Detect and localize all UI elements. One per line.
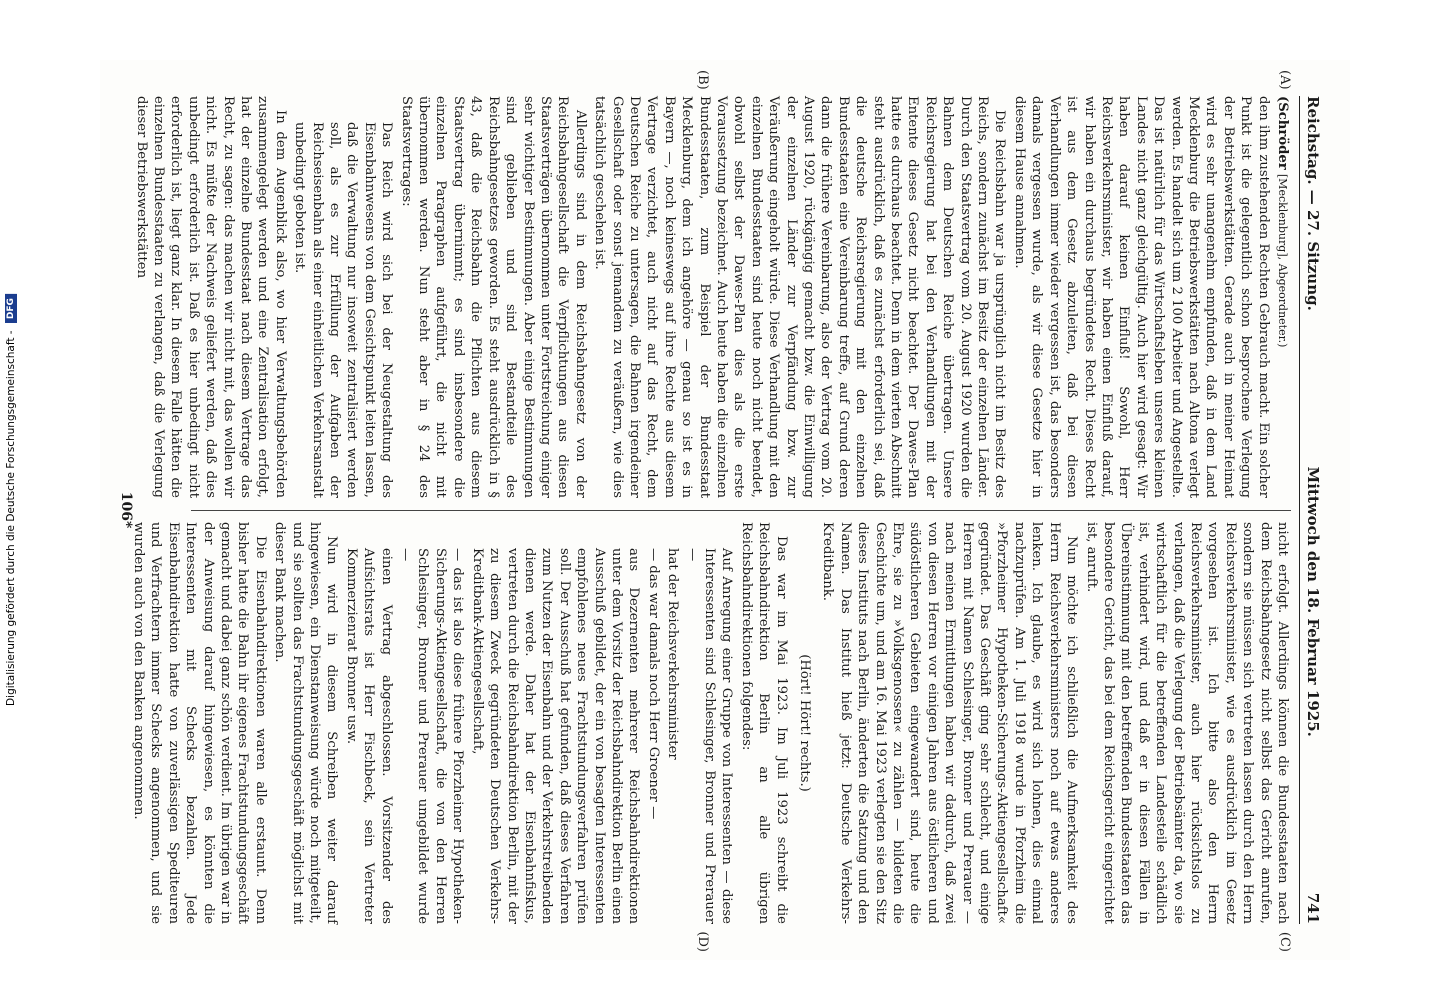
digitization-caption-text: Digitalisierung gefördert durch die Deutsche Forschungsgemeinschaft - (5, 330, 17, 706)
page-number: 741 (1304, 892, 1322, 924)
margin-marker-c: (C) (1277, 931, 1292, 952)
margin-marker-b: (B) (695, 70, 710, 90)
quoted-paragraph: Das Reich wird sich bei der Neugestaltung des Eisenbahnwesens von dem Gesichtspunkt leiten lassen, daß die Verwaltung nur insoweit zentralisiert werden soll, als es zur Erfüllung der Aufgaben der Reichseisenbahn als einer einheitlichen Verkehrsanstalt unbedingt geboten ist. (292, 122, 395, 498)
margin-marker-d: (D) (695, 931, 710, 952)
quoted-paragraph: Auf Anregung einer Gruppe von Interessenten — diese Interessenten sind Schlesinger, Bronner und Prerauer — (684, 548, 735, 924)
speaker-name: (Schröder (1275, 96, 1290, 170)
paragraph: Die Reichsbahn war ja ursprünglich nicht im Besitz des Reichs, sondern zunächst im Besitz der einzelnen Länder. Durch den Staatsvertrag vom 20. August 1920 wurden die Bahnen dem Deutschen Reiche übertragen. Unsere Reichsregierung hat bei den Verhandlungen mit der Entente dieses Gesetz nicht beachtet. Der Dawes-Plan hatte es durchaus beachtet. Denn in dem vierten Abschnitt steht ausdrücklich, daß es zunächst erforderlich sei, daß die deutsche Reichsregierung mit den einzelnen Bundesstaaten eine Vereinbarung treffe, auf Grund deren dann die frühere Vereinbarung, also der Vertrag vom 20. August 1920, rückgängig gemacht bzw. die Einwilligung der einzelnen Länder zur Verpfändung bzw. zur Veräußerung eingeholt würde. Diese Verhandlung mit den einzelnen Bundesstaaten sind heute noch nicht beendet, obwohl selbst der Dawes-Plan dies als die erste Voraussetzung bezeichnet. Auch heute haben die einzelnen Bundesstaaten, zum Beispiel der Bundesstaat Mecklenburg, dem ich angehöre — genau so ist es in Bayern —, noch keineswegs auf ihre Rechte aus diesem Vertrage verzichtet, auch nicht auf das Recht, dem Deutschen Reiche zu untersagen, die Bahnen irgendeiner Gesellschaft oder sonst jemandem zu veräußern, wie dies tatsächlich geschehen ist. (592, 96, 1008, 498)
paragraph: Nun wird in diesem Schreiben weiter darauf hingewiesen, ein Dienstanweisung würde noch mitgeteilt, und sie sollten das Frachtstundungsgeschäft möglichst mit dieser Bank machen. (272, 522, 340, 924)
paragraph: Nun möchte ich schließlich die Aufmerksamkeit des Herrn Reichsverkehrsministers noch auf etwas anderes lenken. Ich glaube, es wird sich lohnen, dies einmal nachzuprüfen. Am 1. Juli 1918 wurde in Pforzheim die »Pforzheimer Hypotheken-Sicherungs-Aktiengesellschaft« gegründet. Das Geschäft ging sehr schlecht, und einige Herren mit Namen Schlesinger, Bronner und Prerauer — nach meinen Ermittlungen haben wir dadurch, daß zwei von diesen Herren vor einigen Jahren aus östlicheren und südöstlicheren Gebieten eingewandert sind, heute die Ehre, sie zu »Volksgenossen« zu zählen — bildeten die Geschichte um, und am 16. Mai 1923 verlegten sie den Sitz dieses Instituts nach Berlin, änderten die Satzung und den Namen. Das Institut hieß jetzt: Deutsche Verkehrs-Kreditbank. (820, 522, 1080, 924)
quoted-paragraph: hat der Reichsverkehrsminister (665, 548, 681, 760)
paragraph: Das war im Mai 1923. Im Juli 1923 schreibt die Reichsbahndirektion Berlin an alle übrigen Reichsbahndirektionen folgendes: (738, 522, 789, 924)
paragraph: Die Eisenbahndirektionen waren alle erstaunt. Denn bisher hatte die Bahn ihr eigenes Frachtstundungsgeschäft gemacht und dabei ganz schön verdient. Im übrigen war in der Anweisung darauf hingewiesen, es könnten die Interessenten mit Schecks bezahlen. Jede Eisenbahndirektion hatte von zuverlässigen Spediteuren und Verfrachtern immer Schecks angenommen, und sie wurden auch von den Banken angenommen. (131, 522, 268, 924)
digitization-caption (0, 0, 22, 1000)
header-session: Reichstag. — 27. Sitzung. (1304, 96, 1322, 311)
scanned-page (100, 60, 1350, 960)
speaker-line (1274, 96, 1291, 498)
paragraph: Allerdings sind in dem Reichsbahngesetz von der Reichsbahngesellschaft die Verpflichtungen aus diesen Staatsverträgen übernommen unter Fortstreichung einiger sehr wichtiger Bestimmungen. Aber einige Bestimmungen sind geblieben und sind Bestandteile des Reichsbahngesetzes geworden. Es steht ausdrücklich in § 43, daß die Reichsbahn die Pflichten aus diesem Staatsvertrag übernimmt; es sind insbesondere die einzelnen Paragraphen aufgeführt, die nicht mit übernommen werden. Nun steht aber in § 24 des Staatsvertrages: (398, 96, 588, 498)
right-column (131, 522, 1291, 924)
column-divider (191, 510, 1291, 511)
paragraph: In dem Augenblick also, wo hier Verwaltungsbehörden zusammengelegt werden und eine Zentralisation erfolgt, hat der einzelne Bundesstaat nach diesem Vertrage das Recht, zu sagen: das machen wir nicht mit, das wollen wir nicht. Es müßte der Nachweis geliefert werden, daß dies unbedingt erforderlich ist. Daß es hier unbedingt nicht erforderlich ist, liegt ganz klar. In diesem Falle hätten die einzelnen Bundesstaaten zu verlangen, daß die Verlegung dieser Betriebswerkstätten (133, 96, 288, 498)
dfg-logo: DFG (5, 294, 17, 323)
paragraph: den ihm zustehenden Rechten Gebrauch macht. Ein solcher Punkt ist die gelegentlich schon besprochene Verlegung der Betriebswerkstätten. Gerade auch in meiner Heimat wird es sehr unangenehm empfunden, daß in dem Land Mecklenburg die Betriebswerkstätten nach Altona verlegt werden. Es handelt sich um 2 100 Arbeiter und Angestellte. Das ist natürlich für das Wirtschaftsleben unseres kleinen Landes nicht ganz gleichgültig. Auch hier wird gesagt: Wir haben darauf keinen Einfluß! Sowohl, Herr Reichsverkehrsminister, wir haben einen Einfluß darauf, wir haben ein durchaus begründetes Recht. Dieses Recht ist aus dem Gesetz abzuleiten, daß bei diesen Verhandlungen immer wieder vergessen ist, das besonders damals vergessen wurde, als wir diese Gesetze hier in diesem Hause annahmen. (1011, 96, 1271, 498)
quoted-paragraph: — das ist also diese frühere Pforzheimer Hypotheken-Sicherungs-Aktiengesellschaft, die von den Herren Schlesinger, Bronner und Prerauer umgebildet wurde — (398, 548, 466, 924)
text-columns (131, 96, 1291, 924)
scanned-page-frame (100, 60, 1350, 960)
speaker-note: [Mecklenburg], Abgeordneter.) (1276, 173, 1289, 348)
interjection: (Hört! Hört! rechts.) (797, 654, 813, 792)
margin-marker-a: (A) (1277, 70, 1292, 90)
header-date: Mittwoch den 18. Februar 1925. (1304, 466, 1322, 737)
sheet-mark: 106* (118, 491, 134, 529)
paragraph: nicht erfolgt. Allerdings können die Bundesstaaten nach dem Reichsbahngesetz nicht selbst das Gericht anrufen, sondern sie müssen sich vertreten lassen durch den Herrn Reichsverkehrsminister, wie es ausdrücklich im Gesetz vorgesehen ist. Ich bitte also den Herrn Reichsverkehrsminister, auch hier rücksichtslos zu verlangen, daß die Verlegung der Betriebsämter da, wo sie wirtschaftlich für die betreffenden Landesteile schädlich ist, verhindert wird, und daß er in diesen Fällen in Übereinstimmung mit den betreffenden Bundesstaaten das besondere Gericht, das bei dem Reichsgericht eingerichtet ist, anruft. (1083, 522, 1290, 924)
quoted-paragraph: — das war damals noch Herr Groener — (645, 548, 661, 820)
page-header (1299, 96, 1322, 924)
left-column (133, 96, 1291, 498)
quoted-paragraph: aus Dezernenten mehrerer Reichsbahndirektionen unter dem Vorsitz der Reichsbahndirektion Berlin einen Ausschuß gebildet, der ein von besagten Interessenten empfohlenes neues Frachtstundungsverfahren prüfen soll. Der Ausschuß hat gefunden, daß dieses Verfahren zum Nutzen der Eisenbahn und der Verkehrstreibenden dienen werde. Daher hat der Eisenbahnfiskus, vertreten durch die Reichsbahndirektion Berlin, mit der zu diesem Zweck gegründeten Deutschen Verkehrs-Kreditbank-Aktiengesellschaft, (469, 548, 642, 924)
quoted-paragraph: einen Vertrag abgeschlossen. Vorsitzender des Aufsichtsrats ist Herr Fischbeck, sein Vertreter Kommerzienrat Bronner usw. (343, 548, 394, 924)
